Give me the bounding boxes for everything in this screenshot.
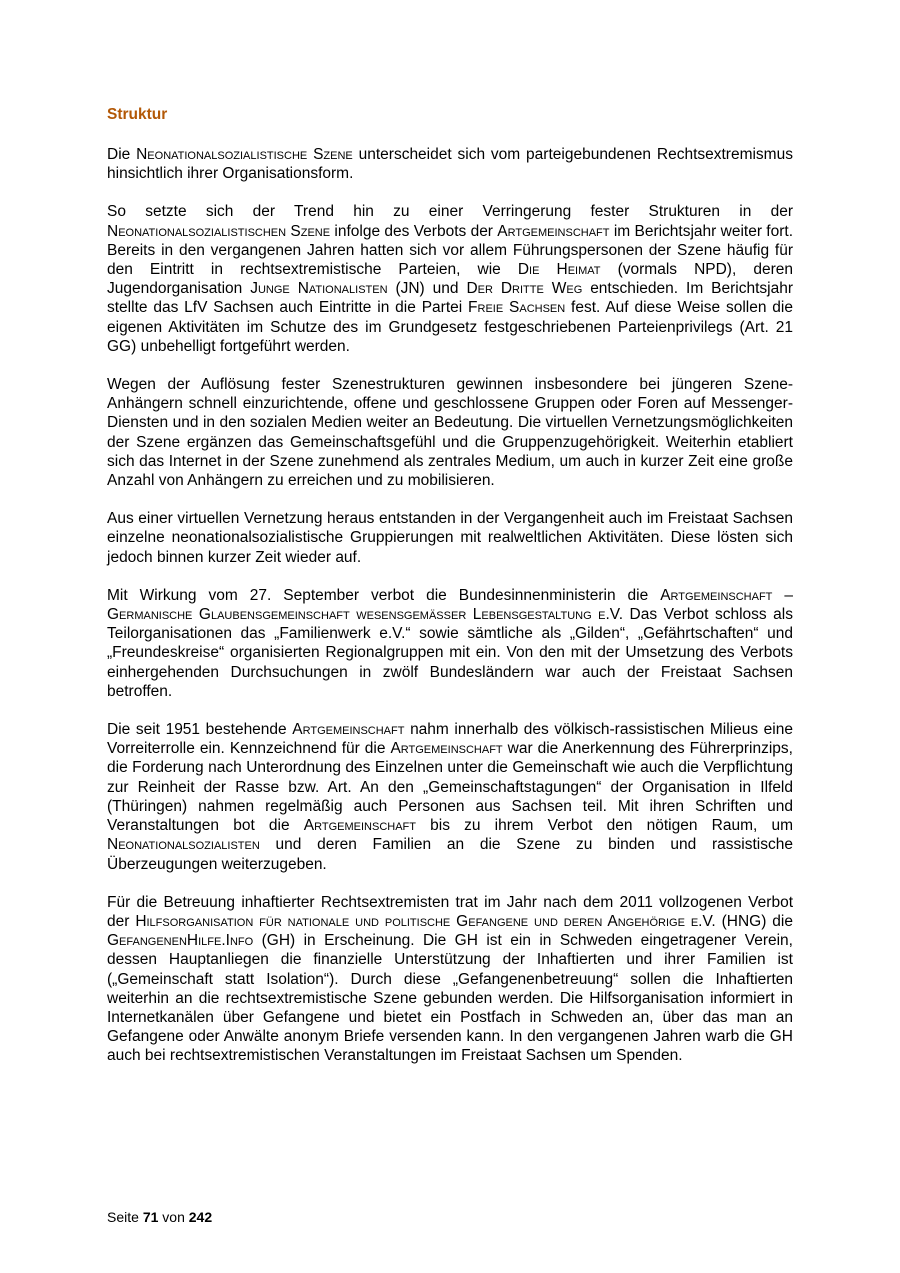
text-run: Für die Betreuung inhaftierter Rechtsextremisten trat im Jahr nach dem 2011 vollzogenen Verbot der xyxy=(107,893,793,930)
text-run: unterscheidet sich vom parteigebundenen Rechtsextremismus hinsichtlich ihrer Organisationsform. xyxy=(107,146,793,183)
text-run: nahm innerhalb des völkisch-rassistischen Milieus eine Vorreiterrolle ein. Kennzeichnend für die xyxy=(107,721,793,758)
text-run: infolge des Verbots der xyxy=(330,222,498,240)
organization-name: Die Heimat xyxy=(517,261,601,279)
body-paragraph xyxy=(107,202,793,356)
text-run: Aus einer virtuellen Vernetzung heraus entstanden in der Vergangenheit auch im Freistaat Sachsen einzelne neonationalsozialistische Gruppierungen mit realweltlichen Aktivitäten. Diese lösten sich jedoch binnen kurzer Zeit wieder auf. xyxy=(107,510,793,566)
page-content xyxy=(107,103,793,1085)
section-heading: Struktur xyxy=(107,106,168,123)
organization-name: Artgemeinschaft xyxy=(292,721,405,739)
text-run: und deren Familien an die Szene zu binden und rassistische Überzeugungen weiterzugeben. xyxy=(107,836,793,873)
organization-name: Der Dritte Weg xyxy=(466,280,583,298)
text-run: (GH) in Erscheinung. Die GH ist ein in Schweden eingetragener Verein, dessen Hauptanliegen die finanzielle Unterstützung der Inhaftierten und ihrer Familien ist („Gemeinschaft statt Isolation“). Durch diese „Gefangenenbetreuung“ sollen die Inhaftierten weiterhin an die rechtsextremistische Szene gebunden werden. Die Hilfsorganisation informiert in Internetkanälen über Gefangene und bietet ein Postfach in Schweden an, über das man an Gefangene oder Anwälte anonym Briefe versenden kann. In den vergangenen Jahren warb die GH auch bei rechtsextremistischen Veranstaltungen im Freistaat Sachsen um Spenden. xyxy=(107,932,793,1065)
page-footer xyxy=(107,1209,212,1225)
organization-name: Neonationalsozialisten xyxy=(107,836,260,854)
organization-name: Freie Sachsen xyxy=(468,299,566,317)
text-run: (vormals NPD), deren Jugendorganisation xyxy=(107,261,793,298)
body-paragraph xyxy=(107,509,793,567)
organization-name: Hilfsorganisation für nationale und politische Gefangene und deren Angehörige e.V. xyxy=(135,912,716,930)
text-run: bis zu ihrem Verbot den nötigen Raum, um xyxy=(415,817,793,835)
footer-middle: von xyxy=(158,1209,189,1225)
text-run: Wegen der Auflösung fester Szenestrukturen gewinnen insbesondere bei jüngeren Szene-Anhängern schnell einzurichtende, offene und geschlossene Gruppen oder Foren auf Messenger-Diensten und in den sozialen Medien weiter an Bedeutung. Die virtuellen Vernetzungsmöglichkeiten der Szene ergänzen das Gemeinschaftsgefühl und die Gruppenzugehörigkeit. Weiterhin etabliert sich das Internet in der Szene zunehmend als zentrales Medium, um auch in kurzer Zeit eine große Anzahl von Anhängern zu erreichen und zu mobilisieren. xyxy=(107,376,793,490)
text-run: So setzte sich der Trend hin zu einer Verringerung fester Strukturen in der xyxy=(107,203,793,221)
organization-name: Artgemeinschaft – Germanische Glaubensgemeinschaft wesensgemäßer Lebensgestaltung e.V. xyxy=(107,586,793,624)
body-paragraph xyxy=(107,720,793,874)
text-run: Die xyxy=(107,146,137,163)
body-paragraph xyxy=(107,375,793,490)
body-paragraph xyxy=(107,145,793,183)
organization-name: Artgemeinschaft xyxy=(497,222,610,240)
body-paragraph xyxy=(107,586,793,701)
footer-prefix: Seite xyxy=(107,1209,143,1225)
text-run: im Berichtsjahr weiter fort. Bereits in den vergangenen Jahren hatten sich vor allem Führungspersonen der Szene häufig für den Eintritt in rechtsextremistische Parteien, wie xyxy=(107,222,794,279)
text-run: Mit Wirkung vom 27. September verbot die Bundesinnenministerin die xyxy=(107,586,661,604)
paragraph-list xyxy=(107,145,793,1066)
text-run: Die seit 1951 bestehende xyxy=(107,721,293,739)
text-run: entschieden. Im Berichtsjahr stellte das LfV Sachsen auch Eintritte in die Partei xyxy=(107,280,793,317)
organization-name: Artgemeinschaft xyxy=(390,740,503,758)
text-run: fest. Auf diese Weise sollen die eigenen Aktivitäten im Schutze des im Grundgesetz festgeschriebenen Parteienprivilegs (Art. 21 GG) unbehelligt fortgeführt werden. xyxy=(107,299,793,355)
footer-page-number: 71 xyxy=(142,1209,159,1225)
organization-name: Junge Nationalisten xyxy=(250,280,388,298)
text-run: war die Anerkennung des Führerprinzips, die Forderung nach Unterordnung des Einzelnen unter die Gemeinschaft wie auch die Verpflichtung zur Reinheit der Rasse bzw. Art. An den „Gemeinschaftstagungen“ der Organisation in Ilfeld (Thüringen) nahmen regelmäßig auch Personen aus Sachsen teil. Mit ihren Schriften und Veranstaltungen bot die xyxy=(107,740,793,835)
organization-name: Neonationalsozialistische Szene xyxy=(136,146,353,163)
text-run: (HNG) die xyxy=(715,912,793,930)
organization-name: GefangenenHilfe.Info xyxy=(107,932,254,950)
footer-page-total: 242 xyxy=(188,1209,213,1225)
text-run: (JN) und xyxy=(387,280,467,298)
organization-name: Artgemeinschaft xyxy=(303,817,416,835)
text-run: Das Verbot schloss als Teilorganisationen das „Familienwerk e.V.“ sowie sämtliche als „Gilden“, „Gefährtschaften“ und „Freundeskreise“ organisierten Regionalgruppen mit ein. Von den mit der Umsetzung des Verbots einhergehenden Durchsuchungen in zwölf Bundesländern war auch der Freistaat Sachsen betroffen. xyxy=(107,606,793,700)
organization-name: Neonationalsozialistischen Szene xyxy=(107,222,331,240)
body-paragraph xyxy=(107,893,793,1066)
